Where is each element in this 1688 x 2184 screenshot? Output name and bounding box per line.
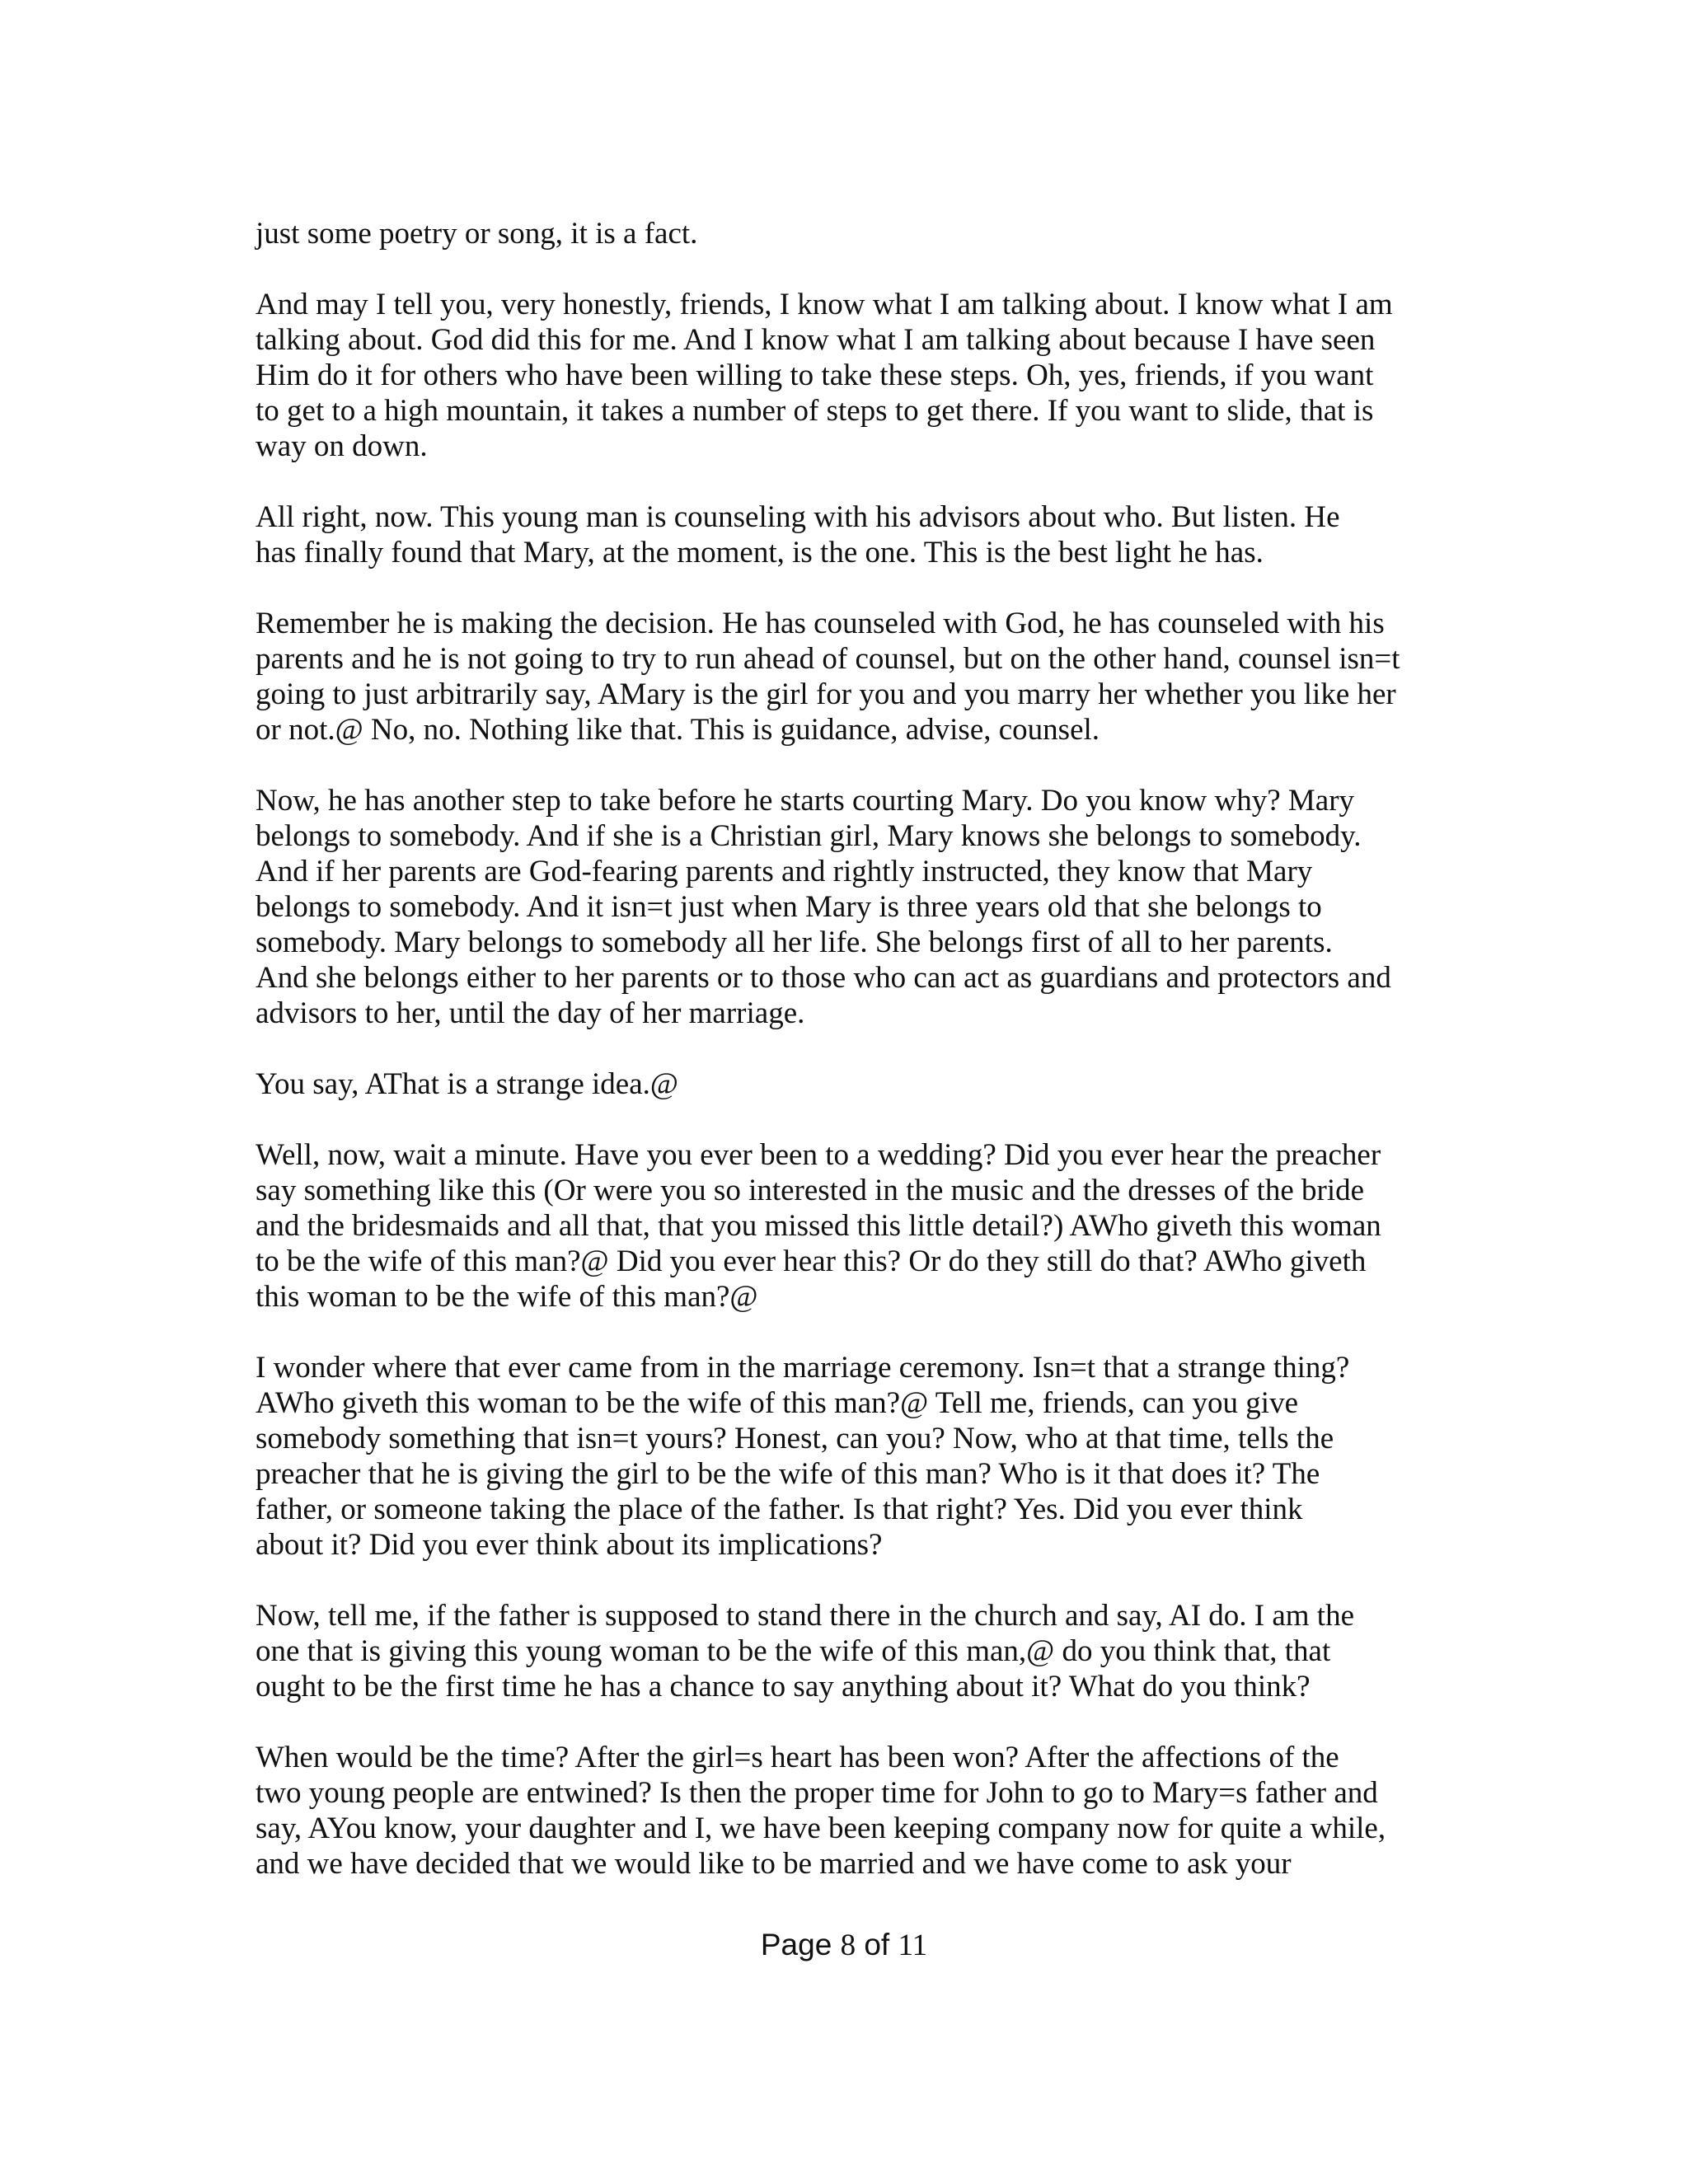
paragraph-4: Remember he is making the decision. He has counseled with God, he has counseled with his parents and he is not going to try to run ahead of counsel, but on the other hand, counsel isn=t going to just arbitrarily say, AMary is the girl for you and you marry her whether you like her or not.@ No, no. Nothing like that. This is guidance, advise, counsel. [256,607,1400,747]
paragraph-10: When would be the time? After the girl=s heart has been won? After the affections of the two young people are entwined? Is then the proper time for John to go to Mary=s father and say, AYou know, your daughter and I, we have been keeping company now for quite a while, and we have decided that we would like to be married and we have come to ask your [256,1741,1386,1881]
paragraph-6: You say, AThat is a strange idea.@ [256,1067,678,1101]
paragraph-8: I wonder where that ever came from in the marriage ceremony. Isn=t that a strange thing? AWho giveth this woman to be the wife of this man?@ Tell me, friends, can you give somebody something that isn=t yours? Honest, can you? Now, who at that time, tells the preacher that he is giving the girl to be the wife of this man? Who is it that does it? The father, or someone taking the place of the father. Is that right? Yes. Did you ever think about it? Did you ever think about its implications? [256,1351,1350,1562]
paragraph-3: All right, now. This young man is counseling with his advisors about who. But listen. He has finally found that Mary, at the moment, is the one. This is the best light he has. [256,500,1340,569]
page-footer [0,1927,1688,1963]
page-number: 8 [840,1929,856,1962]
paragraph-9: Now, tell me, if the father is supposed to stand there in the church and say, AI do. I am the one that is giving this young woman to be the wife of this man,@ do you think that, that ought to be the first time he has a chance to say anything about it? What do you think? [256,1599,1355,1704]
total-pages: 11 [898,1929,928,1962]
body-text [256,216,1442,1882]
of-label: of [856,1928,898,1961]
paragraph-2: And may I tell you, very honestly, friends, I know what I am talking about. I know what I am talking about. God did this for me. And I know what I am talking about because I have seen Him do it for others who have been willing to take these steps. Oh, yes, friends, if you want to get to a high mountain, it takes a number of steps to get there. If you want to slide, that is way on down. [256,288,1393,463]
paragraph-7: Well, now, wait a minute. Have you ever been to a wedding? Did you ever hear the preacher say something like this (Or were you so interested in the music and the dresses of the bride and the bridesmaids and all that, that you missed this little detail?) AWho giveth this woman to be the wife of this man?@ Did you ever hear this? Or do they still do that? AWho giveth this woman to be the wife of this man?@ [256,1138,1381,1314]
paragraph-1: just some poetry or song, it is a fact. [256,217,698,251]
page-label: Page [760,1928,841,1961]
paragraph-5: Now, he has another step to take before he starts courting Mary. Do you know why? Mary belongs to somebody. And if she is a Christian girl, Mary knows she belongs to somebody. And if her parents are God-fearing parents and rightly instructed, they know that Mary belongs to somebody. And it isn=t just when Mary is three years old that she belongs to somebody. Mary belongs to somebody all her life. She belongs first of all to her parents. And she belongs either to her parents or to those who can act as guardians and protectors and advisors to her, until the day of her marriage. [256,784,1391,1030]
